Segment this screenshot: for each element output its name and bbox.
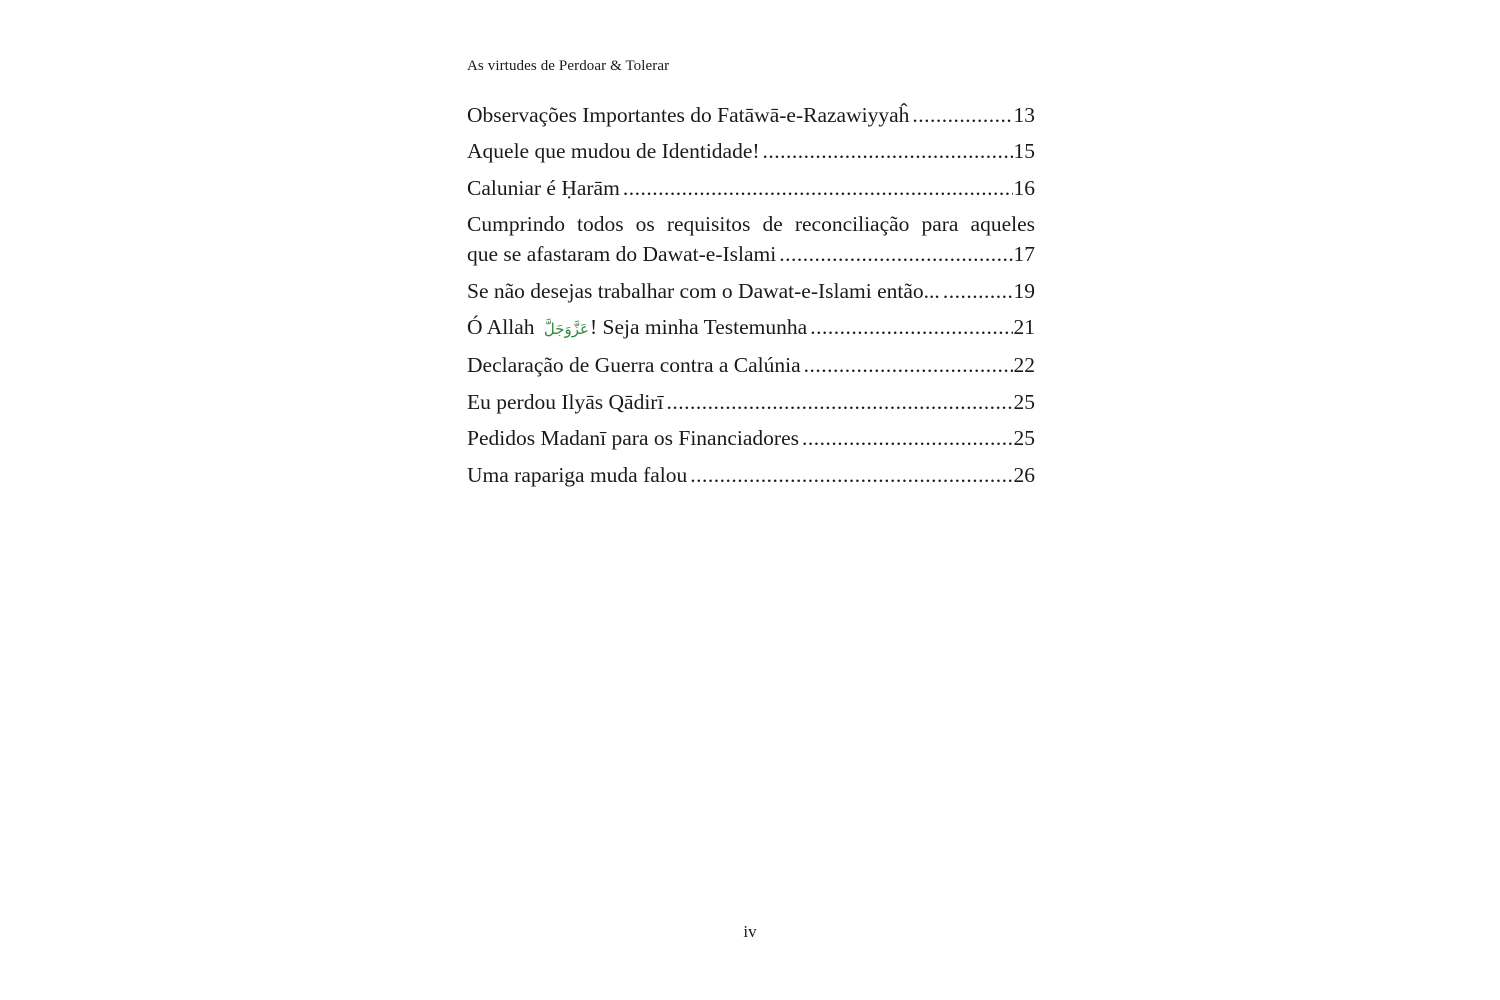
toc-entry-title-line1: Cumprindo todos os requisitos de reconciliação para aqueles (467, 212, 1035, 237)
toc-entry (467, 209, 1035, 269)
toc-leader-dots (666, 387, 1012, 417)
toc-leader-dots (912, 100, 1012, 130)
toc-entry (467, 387, 1035, 417)
toc-entry-page: 25 (1013, 389, 1035, 414)
toc-entry-title: Pedidos Madanī para os Financiadores (467, 426, 799, 451)
toc-leader-dots (804, 350, 1013, 380)
toc-entry-page: 15 (1013, 139, 1035, 164)
toc-leader-dots (810, 312, 1012, 342)
toc-entry-title: Declaração de Guerra contra a Calúnia (467, 353, 801, 378)
arabic-honorific: عَزَّوَجَلَّ (543, 319, 589, 338)
toc-entry-title: Caluniar é Ḥarām (467, 175, 620, 200)
toc-entry-title: Aquele que mudou de Identidade! (467, 139, 760, 164)
toc-entry (467, 173, 1035, 203)
toc-entry (467, 100, 1035, 130)
toc-leader-dots (763, 136, 1013, 166)
toc-entry (467, 312, 1035, 344)
toc-entry-title-line2: que se afastaram do Dawat-e-Islami (467, 242, 777, 267)
toc-entry-title: Observações Importantes do Fatāwā-e-Razawiyyaĥ (467, 103, 910, 127)
table-of-contents (467, 100, 1035, 496)
toc-leader-dots (802, 423, 1013, 453)
toc-entry-page: 13 (1013, 103, 1035, 127)
toc-entry-title: Uma rapariga muda falou (467, 462, 688, 487)
toc-leader-dots (690, 460, 1012, 490)
toc-leader-dots (943, 276, 1013, 306)
toc-entry (467, 136, 1035, 166)
toc-entry-page: 26 (1013, 462, 1035, 487)
toc-entry-title-after: ! Seja minha Testemunha (589, 314, 808, 339)
toc-entry-page: 21 (1013, 314, 1035, 339)
toc-entry-title-before: Ó Allah (467, 314, 535, 339)
toc-entry (467, 350, 1035, 380)
toc-entry (467, 460, 1035, 490)
toc-entry (467, 276, 1035, 306)
toc-entry-page: 22 (1013, 353, 1035, 378)
toc-entry-page: 17 (1013, 242, 1035, 267)
toc-entry-page: 19 (1013, 278, 1035, 303)
toc-entry-title: Se não desejas trabalhar com o Dawat-e-Islami então... (467, 278, 940, 303)
toc-leader-dots (623, 173, 1013, 203)
toc-entry (467, 423, 1035, 453)
toc-entry-title (467, 312, 807, 344)
running-header: As virtudes de Perdoar & Tolerar (467, 58, 670, 74)
toc-entry-page: 16 (1013, 175, 1035, 200)
toc-entry-title: Eu perdou Ilyās Qādirī (467, 389, 664, 414)
toc-entry-page: 25 (1013, 426, 1035, 451)
toc-leader-dots (779, 239, 1012, 269)
page-number: iv (743, 922, 757, 941)
